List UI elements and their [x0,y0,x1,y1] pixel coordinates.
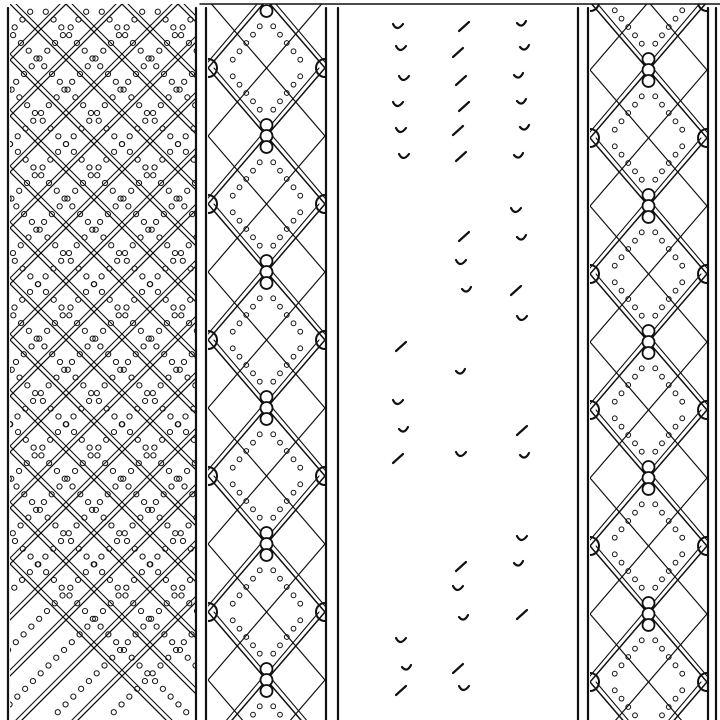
bead [261,141,273,153]
bead [261,549,273,561]
bead [261,685,273,697]
bead [261,277,273,289]
bead [261,5,273,17]
bead [261,413,273,425]
